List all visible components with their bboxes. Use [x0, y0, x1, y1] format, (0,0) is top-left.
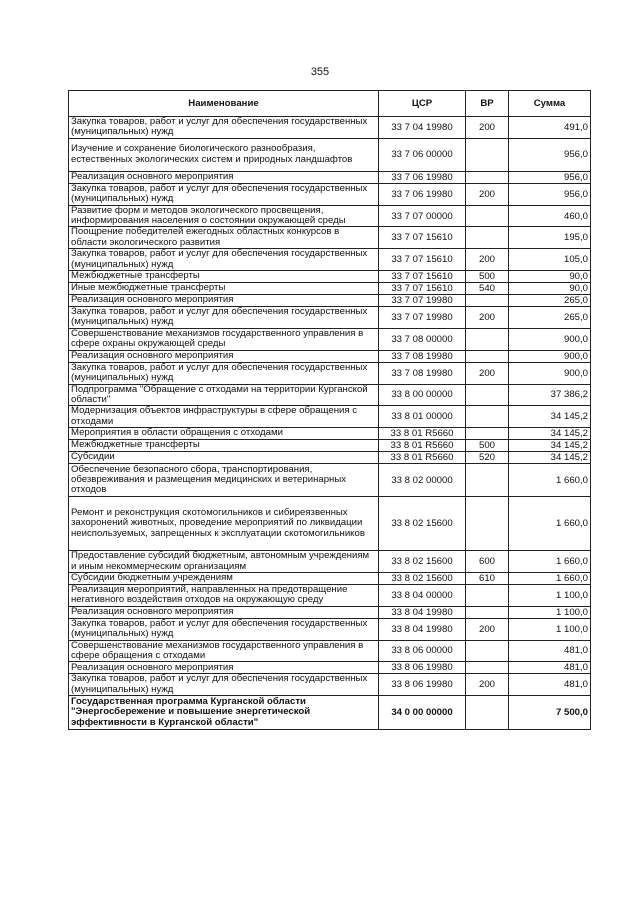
table-row: [69, 674, 591, 696]
row-vr-cell: [466, 227, 509, 249]
row-vr-cell: [466, 640, 509, 662]
row-name-cell: Закупка товаров, работ и услуг для обеспечения государственных (муниципальных) нужд: [69, 307, 379, 329]
row-name-cell: Предоставление субсидий бюджетным, автономным учреждениям и иным некоммерческим организациям: [69, 551, 379, 573]
row-name-cell: Ремонт и реконструкция скотомогильников и сибиреязвенных захоронений животных, проведение мероприятий по ликвидации неиспользуемых, запрещенных к эксплуатации скотомогильников: [69, 497, 379, 551]
table-row: [69, 283, 591, 295]
row-sum-cell: 90,0: [509, 271, 591, 283]
row-code-cell: 33 8 04 00000: [379, 584, 466, 606]
row-vr-cell: [466, 350, 509, 362]
table-header-row: [69, 91, 591, 117]
row-code-cell: 33 7 08 19980: [379, 362, 466, 384]
column-header-name: Наименование: [69, 91, 379, 117]
row-code-cell: 33 7 08 00000: [379, 328, 466, 350]
table-row: [69, 618, 591, 640]
row-vr-cell: [466, 328, 509, 350]
row-name-cell: Совершенствование механизмов государственного управления в сфере охраны окружающей среды: [69, 328, 379, 350]
row-code-cell: 33 7 07 15610: [379, 249, 466, 271]
row-name-cell: Закупка товаров, работ и услуг для обеспечения государственных (муниципальных) нужд: [69, 183, 379, 205]
row-name-cell: Межбюджетные трансферты: [69, 440, 379, 452]
table-row: [69, 428, 591, 440]
row-sum-cell: 1 660,0: [509, 551, 591, 573]
row-vr-cell: 200: [466, 183, 509, 205]
table-row: [69, 640, 591, 662]
row-sum-cell: 956,0: [509, 183, 591, 205]
row-code-cell: 33 8 02 15600: [379, 497, 466, 551]
row-code-cell: 33 8 02 15600: [379, 572, 466, 584]
row-code-cell: 33 7 06 19980: [379, 183, 466, 205]
row-sum-cell: 481,0: [509, 640, 591, 662]
row-code-cell: 33 7 06 19980: [379, 171, 466, 183]
table-body: [69, 117, 591, 730]
table-row: [69, 362, 591, 384]
row-vr-cell: [466, 662, 509, 674]
row-name-cell: Закупка товаров, работ и услуг для обеспечения государственных (муниципальных) нужд: [69, 249, 379, 271]
row-vr-cell: 500: [466, 440, 509, 452]
table-row: [69, 452, 591, 464]
row-name-cell: Закупка товаров, работ и услуг для обеспечения государственных (муниципальных) нужд: [69, 674, 379, 696]
row-sum-cell: 90,0: [509, 283, 591, 295]
row-name-cell: Государственная программа Курганской области "Энергосбережение и повышение энергетической эффективности в Курганской области": [69, 696, 379, 730]
row-sum-cell: 1 100,0: [509, 606, 591, 618]
row-code-cell: 34 0 00 00000: [379, 696, 466, 730]
row-vr-cell: [466, 205, 509, 227]
row-vr-cell: 200: [466, 362, 509, 384]
row-vr-cell: 200: [466, 249, 509, 271]
row-code-cell: 33 8 02 00000: [379, 464, 466, 497]
row-code-cell: 33 7 07 00000: [379, 205, 466, 227]
row-code-cell: 33 7 04 19980: [379, 117, 466, 139]
table-row: [69, 117, 591, 139]
row-name-cell: Обеспечение безопасного сбора, транспортирования, обезвреживания и размещения медицинских и ветеринарных отходов: [69, 464, 379, 497]
row-sum-cell: 1 660,0: [509, 497, 591, 551]
table-row: [69, 384, 591, 406]
row-vr-cell: [466, 384, 509, 406]
column-header-sum: Сумма: [509, 91, 591, 117]
row-code-cell: 33 7 06 00000: [379, 138, 466, 171]
row-name-cell: Изучение и сохранение биологического разнообразия, естественных экологических систем и природных ландшафтов: [69, 138, 379, 171]
row-code-cell: 33 7 08 19980: [379, 350, 466, 362]
row-name-cell: Реализация основного мероприятия: [69, 606, 379, 618]
row-name-cell: Межбюджетные трансферты: [69, 271, 379, 283]
row-name-cell: Субсидии: [69, 452, 379, 464]
row-sum-cell: 34 145,2: [509, 406, 591, 428]
row-name-cell: Закупка товаров, работ и услуг для обеспечения государственных (муниципальных) нужд: [69, 362, 379, 384]
row-name-cell: Закупка товаров, работ и услуг для обеспечения государственных (муниципальных) нужд: [69, 117, 379, 139]
row-code-cell: 33 7 07 19980: [379, 295, 466, 307]
table-row: [69, 572, 591, 584]
table-row: [69, 696, 591, 730]
row-code-cell: 33 8 04 19980: [379, 618, 466, 640]
row-sum-cell: 956,0: [509, 171, 591, 183]
table-row: [69, 584, 591, 606]
row-code-cell: 33 8 06 00000: [379, 640, 466, 662]
row-code-cell: 33 7 07 19980: [379, 307, 466, 329]
row-vr-cell: 600: [466, 551, 509, 573]
table-row: [69, 171, 591, 183]
row-name-cell: Реализация основного мероприятия: [69, 295, 379, 307]
row-vr-cell: 500: [466, 271, 509, 283]
row-sum-cell: 460,0: [509, 205, 591, 227]
row-name-cell: Закупка товаров, работ и услуг для обеспечения государственных (муниципальных) нужд: [69, 618, 379, 640]
row-name-cell: Иные межбюджетные трансферты: [69, 283, 379, 295]
row-code-cell: 33 8 01 R5660: [379, 452, 466, 464]
row-sum-cell: 491,0: [509, 117, 591, 139]
row-name-cell: Мероприятия в области обращения с отходами: [69, 428, 379, 440]
row-vr-cell: [466, 138, 509, 171]
table-row: [69, 295, 591, 307]
row-sum-cell: 105,0: [509, 249, 591, 271]
table-row: [69, 662, 591, 674]
row-code-cell: 33 8 04 19980: [379, 606, 466, 618]
row-name-cell: Реализация мероприятий, направленных на предотвращение негативного воздействия отходов на окружающую среду: [69, 584, 379, 606]
row-code-cell: 33 7 07 15610: [379, 227, 466, 249]
table-row: [69, 440, 591, 452]
table-row: [69, 227, 591, 249]
row-vr-cell: [466, 696, 509, 730]
row-vr-cell: 200: [466, 117, 509, 139]
table-row: [69, 249, 591, 271]
table-row: [69, 307, 591, 329]
row-code-cell: 33 8 02 15600: [379, 551, 466, 573]
row-vr-cell: 520: [466, 452, 509, 464]
row-name-cell: Развитие форм и методов экологического просвещения, информирования населения о состоянии окружающей среды: [69, 205, 379, 227]
row-sum-cell: 1 660,0: [509, 572, 591, 584]
row-name-cell: Модернизация объектов инфраструктуры в сфере обращения с отходами: [69, 406, 379, 428]
row-sum-cell: 265,0: [509, 307, 591, 329]
row-sum-cell: 481,0: [509, 662, 591, 674]
table-row: [69, 138, 591, 171]
row-code-cell: 33 8 00 00000: [379, 384, 466, 406]
row-vr-cell: [466, 584, 509, 606]
row-code-cell: 33 8 06 19980: [379, 674, 466, 696]
row-vr-cell: [466, 406, 509, 428]
row-sum-cell: 956,0: [509, 138, 591, 171]
row-sum-cell: 900,0: [509, 350, 591, 362]
table-row: [69, 205, 591, 227]
row-name-cell: Реализация основного мероприятия: [69, 350, 379, 362]
table-row: [69, 551, 591, 573]
table-row: [69, 271, 591, 283]
row-sum-cell: 195,0: [509, 227, 591, 249]
row-code-cell: 33 8 01 R5660: [379, 428, 466, 440]
row-sum-cell: 900,0: [509, 328, 591, 350]
row-vr-cell: 540: [466, 283, 509, 295]
table-row: [69, 606, 591, 618]
table-row: [69, 406, 591, 428]
row-sum-cell: 1 660,0: [509, 464, 591, 497]
row-sum-cell: 900,0: [509, 362, 591, 384]
row-vr-cell: 200: [466, 618, 509, 640]
table-row: [69, 497, 591, 551]
row-name-cell: Подпрограмма "Обращение с отходами на территории Курганской области": [69, 384, 379, 406]
row-name-cell: Реализация основного мероприятия: [69, 662, 379, 674]
row-code-cell: 33 7 07 15610: [379, 271, 466, 283]
row-vr-cell: 200: [466, 307, 509, 329]
page-number: 355: [310, 66, 330, 78]
column-header-code: ЦСР: [379, 91, 466, 117]
row-name-cell: Субсидии бюджетным учреждениям: [69, 572, 379, 584]
row-name-cell: Поощрение победителей ежегодных областных конкурсов в области экологического развития: [69, 227, 379, 249]
row-vr-cell: [466, 606, 509, 618]
table-row: [69, 464, 591, 497]
row-sum-cell: 7 500,0: [509, 696, 591, 730]
row-vr-cell: [466, 428, 509, 440]
row-vr-cell: [466, 464, 509, 497]
row-name-cell: Реализация основного мероприятия: [69, 171, 379, 183]
row-sum-cell: 265,0: [509, 295, 591, 307]
row-vr-cell: [466, 171, 509, 183]
row-sum-cell: 37 386,2: [509, 384, 591, 406]
column-header-vr: ВР: [466, 91, 509, 117]
table-row: [69, 350, 591, 362]
table-row: [69, 328, 591, 350]
row-vr-cell: 610: [466, 572, 509, 584]
row-sum-cell: 1 100,0: [509, 618, 591, 640]
table-row: [69, 183, 591, 205]
row-sum-cell: 34 145,2: [509, 452, 591, 464]
row-code-cell: 33 8 06 19980: [379, 662, 466, 674]
budget-table: [68, 90, 591, 730]
row-name-cell: Совершенствование механизмов государственного управления в сфере обращения с отходами: [69, 640, 379, 662]
row-sum-cell: 34 145,2: [509, 428, 591, 440]
row-sum-cell: 34 145,2: [509, 440, 591, 452]
row-code-cell: 33 8 01 00000: [379, 406, 466, 428]
row-sum-cell: 481,0: [509, 674, 591, 696]
row-vr-cell: [466, 497, 509, 551]
row-sum-cell: 1 100,0: [509, 584, 591, 606]
row-code-cell: 33 7 07 15610: [379, 283, 466, 295]
row-vr-cell: 200: [466, 674, 509, 696]
row-code-cell: 33 8 01 R5660: [379, 440, 466, 452]
row-vr-cell: [466, 295, 509, 307]
